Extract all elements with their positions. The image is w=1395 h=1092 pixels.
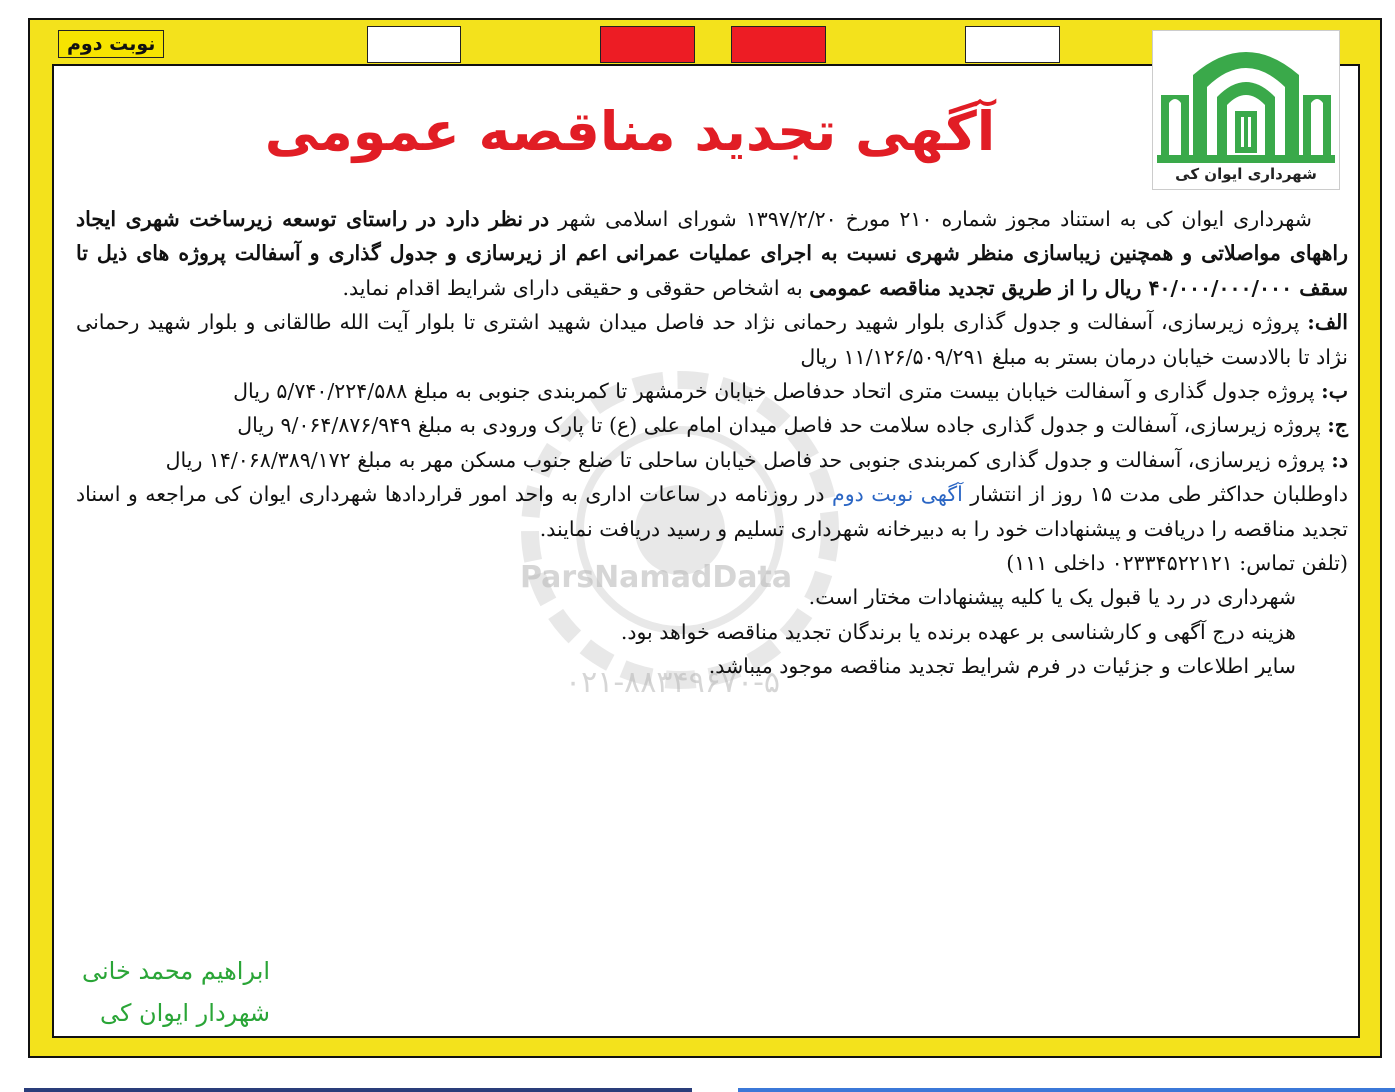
signature-block [82, 950, 270, 1034]
red-color-block [731, 26, 826, 63]
logo-caption: شهرداری ایوان کی [1175, 165, 1317, 183]
item-d-label: د: [1331, 447, 1348, 472]
item-d [76, 443, 1348, 477]
notice-body [76, 202, 1348, 684]
item-c [76, 408, 1348, 442]
applicants-text: داوطلبان حداکثر طی مدت ۱۵ روز از انتشار [962, 482, 1348, 507]
note-1: شهرداری در رد یا قبول یک یا کلیه پیشنهادات مختار است. [808, 585, 1296, 610]
applicants-paragraph [76, 477, 1348, 546]
bottom-rule-left [24, 1088, 692, 1092]
white-color-block [367, 26, 461, 63]
intro-bold-text: در نظر دارد در راستای توسعه زیرساخت شهری ایجاد راههای مواصلاتی و همچنین زیباسازی منظر شهری نسبت به اجرای عملیات عمرانی اعم از زیرسازی و جدول گذاری و آسفالت پروژه های ذیل تا سقف ۴۰/۰۰۰/۰۰۰/۰۰۰ ریال را از طریق تجدید مناقصه عمومی [76, 207, 1348, 300]
watermark-phone: ۰۲۱-۸۸۳۴۹۶۷۰-۵ [565, 665, 781, 700]
note-3: سایر اطلاعات و جزئیات در فرم شرایط تجدید مناقصه موجود میباشد. [708, 654, 1296, 679]
intro-text-end: به اشخاص حقوقی و حقیقی دارای شرایط اقدام نماید. [342, 275, 810, 300]
municipality-building-icon [1157, 35, 1335, 163]
item-a-label: الف: [1307, 310, 1348, 335]
signature-role: شهردار ایوان کی [99, 999, 271, 1027]
item-a-text: پروژه زیرسازی، آسفالت و جدول گذاری بلوار شهید رحمانی نژاد حد فاصل میدان شهید اشتری تا بلوار آیت الله طالقانی و بلوار شهید رحمانی نژاد تا بالادست خیابان درمان بستر به مبلغ ۱۱/۱۲۶/۵۰۹/۲۹۱ ریال [76, 310, 1348, 369]
item-c-label: ج: [1327, 413, 1348, 438]
note-2: هزینه درج آگهی و کارشناسی بر عهده برنده یا برندگان تجدید مناقصه خواهد بود. [620, 619, 1296, 644]
applicants-highlight: آگهی نوبت دوم [832, 482, 963, 507]
intro-paragraph [76, 202, 1348, 305]
item-d-text: پروژه زیرسازی، آسفالت و جدول گذاری کمربندی جنوبی حد فاصل خیابان ساحلی تا ضلع جنوب مسکن مهر به مبلغ ۱۴/۰۶۸/۳۸۹/۱۷۲ ریال [165, 447, 1332, 472]
bottom-rule-right [738, 1088, 1395, 1092]
white-color-block [965, 26, 1060, 63]
watermark-brand: ParsNamadData [520, 560, 793, 595]
item-b-text: پروژه جدول گذاری و آسفالت خیابان بیست متری اتحاد حدفاصل خیابان خرمشهر تا کمربندی جنوبی به مبلغ ۵/۷۴۰/۲۲۴/۵۸۸ ریال [233, 379, 1322, 404]
item-b-label: ب: [1321, 379, 1348, 404]
intro-text: شهرداری ایوان کی به استناد مجوز شماره ۲۱۰ مورخ ۱۳۹۷/۲/۲۰ شورای اسلامی شهر [549, 207, 1312, 231]
applicants-text-end: در روزنامه در ساعات اداری به واحد امور قراردادها شهرداری ایوان کی مراجعه و اسناد تجدید مناقصه را دریافت و پیشنهادات خود را به دبیرخانه شهرداری تسلیم و رسید دریافت نمایند. [76, 482, 1348, 541]
item-c-text: پروژه زیرسازی، آسفالت و جدول گذاری جاده سلامت حد فاصل میدان امام علی (ع) تا پارک ورودی به مبلغ ۹/۰۶۴/۸۷۶/۹۴۹ ریال [237, 413, 1328, 438]
notice-title: آگهی تجدید مناقصه عمومی [264, 100, 996, 163]
signature-name: ابراهیم محمد خانی [82, 957, 271, 985]
red-color-block [600, 26, 695, 63]
phone-line: (تلفن تماس: ۰۲۳۳۴۵۲۲۱۲۱ داخلی ۱۱۱) [1006, 551, 1348, 576]
municipality-logo [1152, 30, 1340, 190]
item-b [76, 374, 1348, 408]
round-badge: نوبت دوم [58, 30, 164, 58]
item-a [76, 305, 1348, 374]
